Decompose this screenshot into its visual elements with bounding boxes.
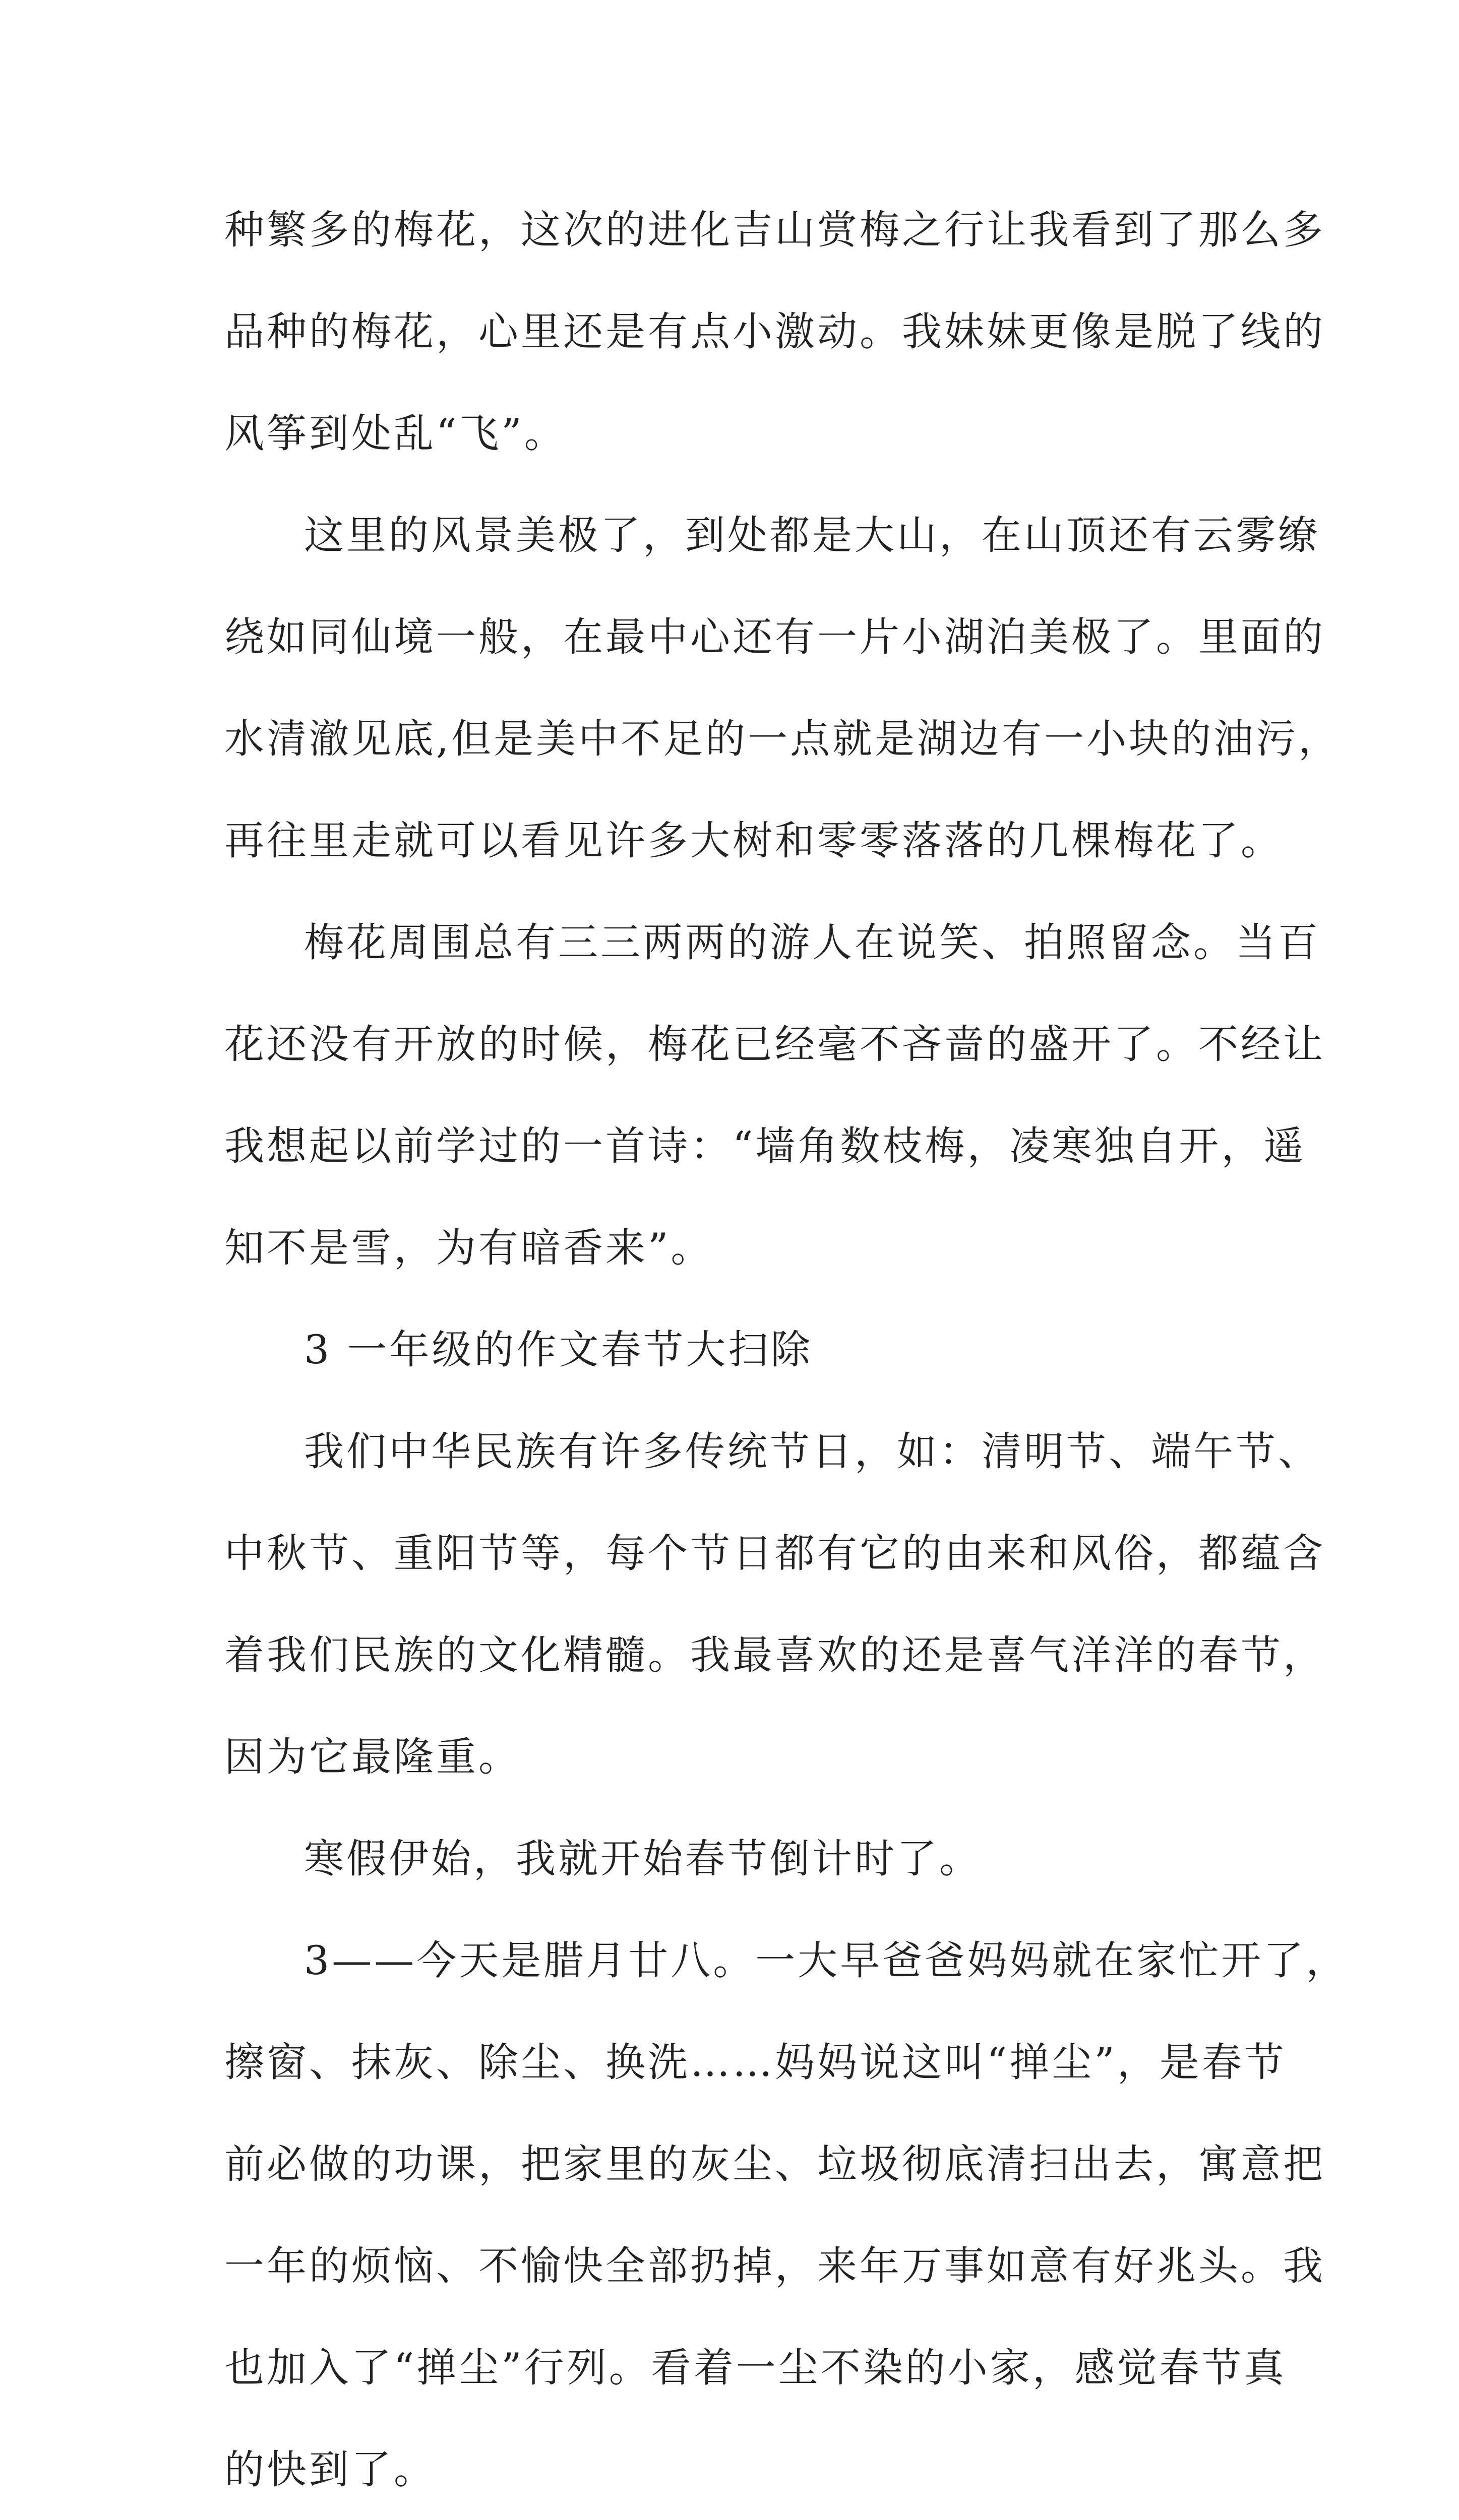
paragraph-first-line: 寒假伊始，我就开始春节倒计时了。 [304,1836,982,1882]
paragraph-first-line: 这里的风景美极了，到处都是大山，在山顶还有云雾缭 [304,512,1320,558]
text-line: 一年的烦恼、不愉快全部扔掉，来年万事如意有好兆头。我 [224,2243,1325,2289]
text-line: 因为它最隆重。 [224,1734,521,1780]
text-line: 再往里走就可以看见许多大树和零零落落的几棵梅花了。 [224,817,1283,864]
text-line: 也加入了“掸尘”行列。看着一尘不染的小家，感觉春节真 [224,2345,1287,2391]
text-line: 品种的梅花，心里还是有点小激动。我妹妹更像是脱了线的 [224,308,1325,355]
section-heading: 3 一年级的作文春节大扫除 [304,1327,813,1373]
text-line: 着我们民族的文化精髓。我最喜欢的还是喜气洋洋的春节， [224,1632,1325,1678]
text-line: 知不是雪，为有暗香来”。 [224,1225,713,1271]
paragraph-first-line: 我们中华民族有许多传统节日，如：清明节、端午节、 [304,1428,1320,1475]
text-line: 我想起以前学过的一首诗：“墙角数枝梅，凌寒独自开，遥 [224,1123,1306,1169]
text-line: 擦窗、抹灰、除尘、换洗……妈妈说这叫“掸尘”，是春节 [224,2039,1287,2086]
document-body [224,179,1349,2520]
paragraph-first-line: 梅花周围总有三三两两的游人在说笑、拍照留念。当百 [304,919,1320,966]
paragraph-first-line: 3——今天是腊月廿八。一大早爸爸妈妈就在家忙开了， [304,1937,1349,1984]
text-line: 的快到了。 [224,2446,436,2493]
text-line: 前必做的功课，把家里的灰尘、垃圾彻底清扫出去，寓意把 [224,2141,1325,2187]
text-line: 水清澈见底,但是美中不足的一点就是湖边有一小块的油污， [224,716,1341,762]
text-line: 中秋节、重阳节等，每个节日都有它的由来和风俗，都蕴含 [224,1530,1325,1577]
text-line: 绕如同仙境一般，在最中心还有一片小湖泊美极了。里面的 [224,614,1325,660]
text-line: 风筝到处乱“飞”。 [224,410,567,457]
text-line: 花还没有开放的时候，梅花已经毫不吝啬的盛开了。不经让 [224,1021,1325,1067]
text-line: 种繁多的梅花，这次的进化吉山赏梅之行让我看到了那么多 [224,207,1325,253]
